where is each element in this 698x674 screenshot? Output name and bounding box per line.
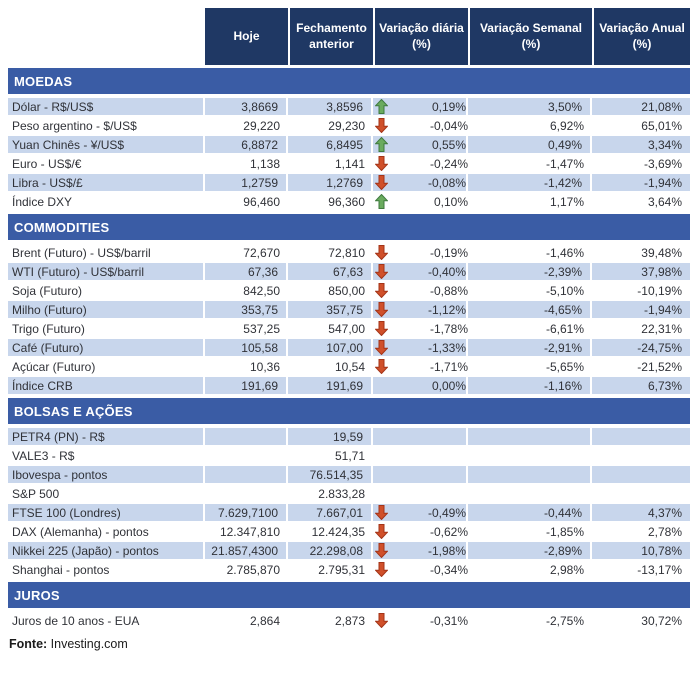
variacao-diaria-cell [373, 541, 468, 560]
table-row [8, 300, 690, 319]
variacao-diaria-value: -1,98% [427, 543, 466, 558]
variacao-diaria-cell [373, 357, 468, 376]
variacao-diaria-value: -0,88% [429, 283, 468, 298]
section-rows [8, 243, 690, 395]
variacao-diaria-cell [373, 192, 468, 211]
variacao-diaria-cell [373, 281, 468, 300]
variacao-semanal-value: -2,75% [545, 613, 584, 628]
hoje-value: 21.857,4300 [205, 541, 288, 560]
up-arrow-icon [375, 194, 391, 209]
section-header-bar [8, 68, 690, 94]
table-row [8, 116, 690, 135]
fechamento-anterior-value: 72,810 [328, 245, 365, 260]
fechamento-anterior-value: 51,71 [334, 448, 365, 463]
variacao-diaria-cell [373, 338, 468, 357]
hoje-value: 67,36 [205, 262, 288, 281]
variacao-anual-value: 3,64% [647, 194, 682, 209]
variacao-diaria-value: -0,04% [429, 118, 468, 133]
down-arrow-icon [375, 283, 391, 298]
section-title: JUROS [14, 587, 60, 603]
variacao-semanal-value: -1,46% [545, 245, 584, 260]
variacao-diaria-cell [373, 116, 468, 135]
fechamento-anterior-value: 850,00 [328, 283, 365, 298]
variacao-anual-value: -24,75% [592, 338, 690, 357]
row-label: VALE3 - R$ [12, 448, 75, 463]
table-section [8, 582, 690, 630]
row-label: DAX (Alemanha) - pontos [12, 524, 149, 539]
down-arrow-icon [375, 302, 391, 317]
variacao-diaria-cell [373, 135, 468, 154]
row-label: Dólar - R$/US$ [8, 97, 205, 116]
variacao-anual-value: 6,73% [592, 376, 690, 395]
variacao-diaria-cell [373, 560, 468, 579]
fechamento-anterior-value: 1,141 [334, 156, 365, 171]
section-header-bar [8, 214, 690, 240]
header-empty-cell [8, 8, 205, 65]
variacao-semanal-value: -1,85% [545, 524, 584, 539]
fechamento-anterior-value: 2,873 [334, 613, 365, 628]
hoje-value: 96,460 [243, 194, 280, 209]
variacao-diaria-value: -0,40% [427, 264, 466, 279]
row-label: Milho (Futuro) [8, 300, 205, 319]
variacao-anual-value: -3,69% [643, 156, 682, 171]
table-row [8, 97, 690, 116]
row-label: Juros de 10 anos - EUA [12, 613, 140, 628]
variacao-semanal-value: -6,61% [545, 321, 584, 336]
variacao-diaria-cell [373, 376, 468, 395]
hoje-value [205, 446, 288, 465]
table-row [8, 357, 690, 376]
hoje-value: 105,58 [205, 338, 288, 357]
hoje-value: 72,670 [243, 245, 280, 260]
fechamento-anterior-value: 2.833,28 [318, 486, 365, 501]
table-row [8, 465, 690, 484]
variacao-semanal-value [468, 484, 592, 503]
header-hoje: Hoje [205, 8, 288, 65]
variacao-diaria-cell [373, 484, 468, 503]
row-label: Índice CRB [8, 376, 205, 395]
variacao-semanal-value: -2,89% [468, 541, 592, 560]
section-title: COMMODITIES [14, 219, 110, 235]
fechamento-anterior-value: 19,59 [288, 427, 373, 446]
header-fechamento-anterior: Fechamento anterior [288, 8, 373, 65]
variacao-anual-value: 39,48% [641, 245, 682, 260]
fechamento-anterior-value: 96,360 [328, 194, 365, 209]
down-arrow-icon [375, 118, 391, 133]
table-row [8, 281, 690, 300]
table-row [8, 611, 690, 630]
variacao-diaria-cell [373, 465, 468, 484]
table-row [8, 135, 690, 154]
header-variacao-semanal: Variação Semanal (%) [468, 8, 592, 65]
down-arrow-icon [375, 543, 391, 558]
hoje-value: 2.785,870 [226, 562, 280, 577]
table-row [8, 541, 690, 560]
variacao-diaria-value: -0,34% [429, 562, 468, 577]
variacao-diaria-value: -0,08% [427, 175, 466, 190]
row-label: Ibovespa - pontos [8, 465, 205, 484]
variacao-anual-value: -1,94% [592, 173, 690, 192]
fechamento-anterior-value: 191,69 [288, 376, 373, 395]
source-value: Investing.com [50, 637, 128, 651]
variacao-semanal-value: -2,91% [468, 338, 592, 357]
up-arrow-icon [375, 99, 391, 114]
variacao-anual-value: 37,98% [592, 262, 690, 281]
source-label: Fonte: [9, 637, 48, 651]
fechamento-anterior-value: 3,8596 [288, 97, 373, 116]
section-header-bar [8, 398, 690, 424]
variacao-diaria-cell [373, 611, 468, 630]
down-arrow-icon [375, 340, 391, 355]
fechamento-anterior-value: 357,75 [288, 300, 373, 319]
hoje-value: 1,138 [249, 156, 280, 171]
variacao-anual-value: -10,19% [637, 283, 682, 298]
hoje-value [205, 465, 288, 484]
variacao-anual-value: 4,37% [592, 503, 690, 522]
header-variacao-anual: Variação Anual (%) [592, 8, 690, 65]
fechamento-anterior-value: 2.795,31 [318, 562, 365, 577]
row-label: Libra - US$/£ [8, 173, 205, 192]
variacao-diaria-cell [373, 300, 468, 319]
fechamento-anterior-value: 547,00 [328, 321, 365, 336]
table-section [8, 68, 690, 211]
fechamento-anterior-value: 6,8495 [288, 135, 373, 154]
variacao-semanal-value [468, 446, 592, 465]
variacao-diaria-value: -1,12% [427, 302, 466, 317]
fechamento-anterior-value: 7.667,01 [288, 503, 373, 522]
table-section [8, 398, 690, 579]
down-arrow-icon [375, 562, 391, 577]
section-header-bar [8, 582, 690, 608]
down-arrow-icon [375, 505, 391, 520]
hoje-value [205, 427, 288, 446]
variacao-diaria-cell [373, 427, 468, 446]
variacao-anual-value: 3,34% [592, 135, 690, 154]
fechamento-anterior-value: 10,54 [334, 359, 365, 374]
variacao-anual-value: -1,94% [592, 300, 690, 319]
row-label: Trigo (Futuro) [12, 321, 85, 336]
variacao-anual-value [592, 427, 690, 446]
row-label: Açúcar (Futuro) [12, 359, 96, 374]
row-label: FTSE 100 (Londres) [8, 503, 205, 522]
hoje-value: 10,36 [249, 359, 280, 374]
row-label: Nikkei 225 (Japão) - pontos [8, 541, 205, 560]
variacao-diaria-cell [373, 446, 468, 465]
variacao-diaria-value: -0,62% [429, 524, 468, 539]
up-arrow-icon [375, 137, 391, 152]
variacao-diaria-cell [373, 243, 468, 262]
row-label: S&P 500 [12, 486, 60, 501]
hoje-value: 353,75 [205, 300, 288, 319]
variacao-diaria-cell [373, 97, 468, 116]
variacao-anual-value [592, 484, 690, 503]
variacao-semanal-value: -5,65% [545, 359, 584, 374]
fechamento-anterior-value: 22.298,08 [288, 541, 373, 560]
fechamento-anterior-value: 76.514,35 [288, 465, 373, 484]
variacao-diaria-value: 0,00% [431, 378, 466, 393]
variacao-diaria-cell [373, 503, 468, 522]
table-row [8, 154, 690, 173]
variacao-anual-value: -21,52% [637, 359, 682, 374]
variacao-diaria-value: -0,31% [429, 613, 468, 628]
variacao-anual-value [592, 465, 690, 484]
row-label: Índice DXY [12, 194, 73, 209]
hoje-value: 842,50 [243, 283, 280, 298]
section-rows [8, 611, 690, 630]
variacao-semanal-value: -1,16% [468, 376, 592, 395]
source-line [8, 637, 690, 651]
section-title: MOEDAS [14, 73, 73, 89]
variacao-diaria-cell [373, 173, 468, 192]
variacao-semanal-value: -5,10% [545, 283, 584, 298]
fechamento-anterior-value: 29,230 [328, 118, 365, 133]
table-row [8, 522, 690, 541]
variacao-semanal-value: -2,39% [468, 262, 592, 281]
hoje-value: 3,8669 [205, 97, 288, 116]
row-label: Café (Futuro) [8, 338, 205, 357]
table-row [8, 446, 690, 465]
table-row [8, 376, 690, 395]
row-label: Soja (Futuro) [12, 283, 83, 298]
variacao-diaria-value: -1,78% [429, 321, 468, 336]
variacao-semanal-value: 3,50% [468, 97, 592, 116]
table-section [8, 214, 690, 395]
table-row [8, 192, 690, 211]
variacao-anual-value: 2,78% [647, 524, 682, 539]
header-variacao-diaria: Variação diária (%) [373, 8, 468, 65]
hoje-value: 191,69 [205, 376, 288, 395]
table-header [8, 8, 690, 65]
variacao-anual-value [592, 446, 690, 465]
variacao-anual-value: 21,08% [592, 97, 690, 116]
fechamento-anterior-value: 67,63 [288, 262, 373, 281]
variacao-diaria-value: 0,10% [433, 194, 468, 209]
variacao-semanal-value: 1,17% [549, 194, 584, 209]
variacao-anual-value: -13,17% [637, 562, 682, 577]
table-body [8, 68, 690, 630]
hoje-value: 12.347,810 [219, 524, 280, 539]
table-row [8, 173, 690, 192]
down-arrow-icon [375, 613, 391, 628]
row-label: Shanghai - pontos [12, 562, 110, 577]
variacao-anual-value: 65,01% [641, 118, 682, 133]
section-title: BOLSAS E AÇÕES [14, 403, 133, 419]
section-rows [8, 427, 690, 579]
hoje-value: 2,864 [249, 613, 280, 628]
variacao-semanal-value: -4,65% [468, 300, 592, 319]
variacao-diaria-cell [373, 522, 468, 541]
variacao-anual-value: 10,78% [592, 541, 690, 560]
variacao-diaria-value: -0,49% [427, 505, 466, 520]
down-arrow-icon [375, 156, 391, 171]
table-row [8, 484, 690, 503]
variacao-semanal-value: -1,47% [545, 156, 584, 171]
hoje-value: 1,2759 [205, 173, 288, 192]
table-row [8, 503, 690, 522]
row-label: Yuan Chinês - ¥/US$ [8, 135, 205, 154]
down-arrow-icon [375, 264, 391, 279]
variacao-semanal-value [468, 427, 592, 446]
down-arrow-icon [375, 524, 391, 539]
fechamento-anterior-value: 12.424,35 [311, 524, 365, 539]
hoje-value: 7.629,7100 [205, 503, 288, 522]
variacao-semanal-value: 6,92% [549, 118, 584, 133]
variacao-anual-value: 30,72% [641, 613, 682, 628]
variacao-diaria-cell [373, 154, 468, 173]
hoje-value: 537,25 [243, 321, 280, 336]
variacao-semanal-value: -0,44% [468, 503, 592, 522]
down-arrow-icon [375, 359, 391, 374]
row-label: Euro - US$/€ [12, 156, 82, 171]
down-arrow-icon [375, 321, 391, 336]
variacao-diaria-value: -1,71% [429, 359, 468, 374]
down-arrow-icon [375, 245, 391, 260]
variacao-diaria-value: 0,19% [431, 99, 466, 114]
variacao-semanal-value: 2,98% [549, 562, 584, 577]
table-row [8, 560, 690, 579]
variacao-diaria-cell [373, 262, 468, 281]
row-label: Peso argentino - $/US$ [12, 118, 137, 133]
variacao-semanal-value [468, 465, 592, 484]
hoje-value: 29,220 [243, 118, 280, 133]
table-row [8, 243, 690, 262]
variacao-diaria-value: -0,19% [429, 245, 468, 260]
hoje-value [205, 484, 288, 503]
variacao-diaria-cell [373, 319, 468, 338]
row-label: Brent (Futuro) - US$/barril [12, 245, 151, 260]
table-row [8, 427, 690, 446]
row-label: PETR4 (PN) - R$ [8, 427, 205, 446]
fechamento-anterior-value: 1,2769 [288, 173, 373, 192]
table-row [8, 338, 690, 357]
variacao-diaria-value: 0,55% [431, 137, 466, 152]
variacao-semanal-value: -1,42% [468, 173, 592, 192]
down-arrow-icon [375, 175, 391, 190]
fechamento-anterior-value: 107,00 [288, 338, 373, 357]
variacao-diaria-value: -0,24% [429, 156, 468, 171]
table-row [8, 262, 690, 281]
variacao-diaria-value: -1,33% [427, 340, 466, 355]
hoje-value: 6,8872 [205, 135, 288, 154]
variacao-anual-value: 22,31% [641, 321, 682, 336]
table-row [8, 319, 690, 338]
section-rows [8, 97, 690, 211]
variacao-semanal-value: 0,49% [468, 135, 592, 154]
row-label: WTI (Futuro) - US$/barril [8, 262, 205, 281]
